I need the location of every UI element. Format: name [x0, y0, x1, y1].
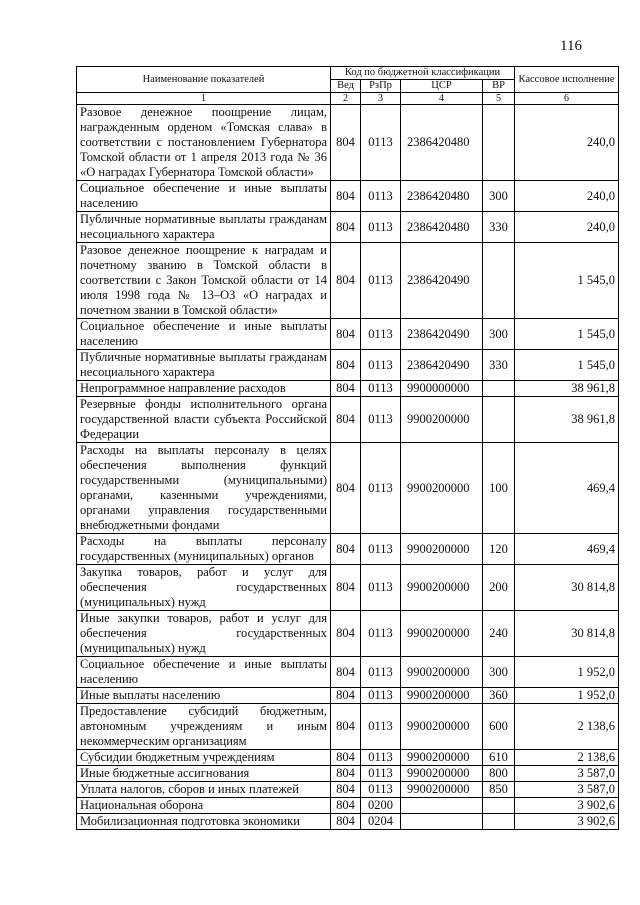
row-vr: 610 — [483, 750, 515, 766]
header-amount: Кассовое исполнение — [515, 67, 619, 93]
row-rzpr: 0113 — [361, 212, 401, 243]
column-number: 3 — [361, 93, 401, 105]
row-rzpr: 0113 — [361, 704, 401, 750]
row-csr: 9900000000 — [401, 381, 483, 397]
row-name: Расходы на выплаты персоналу в целях обеспечения выполнения функций государственными (муниципальными) органами, казенными учреждениями, органами управления государственными внебюджетными фондами — [77, 443, 331, 534]
row-ved: 804 — [331, 565, 361, 611]
row-ved: 804 — [331, 105, 361, 181]
header-vr: ВР — [483, 80, 515, 93]
row-amount: 3 587,0 — [515, 782, 619, 798]
row-ved: 804 — [331, 657, 361, 688]
table-row — [77, 381, 619, 397]
header-rzpr: РзПр — [361, 80, 401, 93]
row-ved: 804 — [331, 611, 361, 657]
row-name: Социальное обеспечение и иные выплаты населению — [77, 181, 331, 212]
row-name: Социальное обеспечение и иные выплаты населению — [77, 657, 331, 688]
row-name: Иные закупки товаров, работ и услуг для обеспечения государственных (муниципальных) нужд — [77, 611, 331, 657]
row-amount: 38 961,8 — [515, 397, 619, 443]
row-amount: 1 545,0 — [515, 319, 619, 350]
row-name: Иные выплаты населению — [77, 688, 331, 704]
row-vr: 330 — [483, 212, 515, 243]
row-name: Публичные нормативные выплаты гражданам несоциального характера — [77, 350, 331, 381]
row-vr — [483, 381, 515, 397]
row-csr: 2386420480 — [401, 212, 483, 243]
row-csr: 9900200000 — [401, 534, 483, 565]
row-csr: 2386420490 — [401, 243, 483, 319]
table-row — [77, 814, 619, 830]
table-row — [77, 657, 619, 688]
column-number: 5 — [483, 93, 515, 105]
column-number: 6 — [515, 93, 619, 105]
row-amount: 3 902,6 — [515, 798, 619, 814]
table-row — [77, 798, 619, 814]
row-vr — [483, 397, 515, 443]
row-ved: 804 — [331, 766, 361, 782]
row-ved: 804 — [331, 704, 361, 750]
row-name: Непрограммное направление расходов — [77, 381, 331, 397]
table-row — [77, 212, 619, 243]
table-body — [77, 105, 619, 830]
row-rzpr: 0113 — [361, 534, 401, 565]
row-csr — [401, 798, 483, 814]
row-rzpr: 0113 — [361, 319, 401, 350]
row-csr: 9900200000 — [401, 657, 483, 688]
row-vr: 120 — [483, 534, 515, 565]
row-csr: 2386420480 — [401, 181, 483, 212]
row-rzpr: 0113 — [361, 443, 401, 534]
row-vr — [483, 243, 515, 319]
row-name: Уплата налогов, сборов и иных платежей — [77, 782, 331, 798]
row-vr: 330 — [483, 350, 515, 381]
row-csr: 9900200000 — [401, 750, 483, 766]
row-name: Публичные нормативные выплаты гражданам несоциального характера — [77, 212, 331, 243]
column-number: 1 — [77, 93, 331, 105]
row-name: Мобилизационная подготовка экономики — [77, 814, 331, 830]
row-vr — [483, 814, 515, 830]
row-csr: 9900200000 — [401, 704, 483, 750]
row-amount: 240,0 — [515, 105, 619, 181]
row-rzpr: 0113 — [361, 611, 401, 657]
table-row — [77, 350, 619, 381]
row-rzpr: 0113 — [361, 657, 401, 688]
row-name: Субсидии бюджетным учреждениям — [77, 750, 331, 766]
row-vr: 300 — [483, 181, 515, 212]
row-ved: 804 — [331, 397, 361, 443]
row-amount: 469,4 — [515, 534, 619, 565]
row-amount: 2 138,6 — [515, 750, 619, 766]
row-name: Социальное обеспечение и иные выплаты населению — [77, 319, 331, 350]
column-numbers-row — [77, 93, 619, 105]
row-amount: 1 952,0 — [515, 688, 619, 704]
row-rzpr: 0113 — [361, 782, 401, 798]
table-header — [77, 67, 619, 105]
row-ved: 804 — [331, 814, 361, 830]
row-vr: 600 — [483, 704, 515, 750]
row-rzpr: 0204 — [361, 814, 401, 830]
row-ved: 804 — [331, 319, 361, 350]
table-row — [77, 105, 619, 181]
column-number: 2 — [331, 93, 361, 105]
row-csr — [401, 814, 483, 830]
row-amount: 30 814,8 — [515, 611, 619, 657]
budget-table — [76, 66, 619, 830]
row-vr: 200 — [483, 565, 515, 611]
header-csr: ЦСР — [401, 80, 483, 93]
table-row — [77, 534, 619, 565]
row-csr: 9900200000 — [401, 782, 483, 798]
page-number: 116 — [560, 38, 582, 54]
row-name: Национальная оборона — [77, 798, 331, 814]
row-rzpr: 0113 — [361, 688, 401, 704]
row-name: Расходы на выплаты персоналу государственных (муниципальных) органов — [77, 534, 331, 565]
table-row — [77, 766, 619, 782]
row-ved: 804 — [331, 443, 361, 534]
row-rzpr: 0113 — [361, 350, 401, 381]
row-amount: 1 545,0 — [515, 243, 619, 319]
row-ved: 804 — [331, 782, 361, 798]
table-row — [77, 565, 619, 611]
row-ved: 804 — [331, 181, 361, 212]
row-csr: 9900200000 — [401, 611, 483, 657]
row-vr: 300 — [483, 319, 515, 350]
row-csr: 9900200000 — [401, 766, 483, 782]
row-csr: 9900200000 — [401, 443, 483, 534]
row-ved: 804 — [331, 688, 361, 704]
table-row — [77, 688, 619, 704]
row-vr: 360 — [483, 688, 515, 704]
table-row — [77, 782, 619, 798]
column-number: 4 — [401, 93, 483, 105]
row-csr: 9900200000 — [401, 565, 483, 611]
header-ved: Вед — [331, 80, 361, 93]
table-row — [77, 443, 619, 534]
row-ved: 804 — [331, 212, 361, 243]
row-csr: 9900200000 — [401, 397, 483, 443]
table-row — [77, 181, 619, 212]
table-row — [77, 750, 619, 766]
row-rzpr: 0113 — [361, 105, 401, 181]
row-name: Предоставление субсидий бюджетным, автономным учреждениям и иным некоммерческим организациям — [77, 704, 331, 750]
row-ved: 804 — [331, 243, 361, 319]
row-csr: 2386420480 — [401, 105, 483, 181]
header-budget-code: Код по бюджетной классификации — [331, 67, 515, 80]
row-ved: 804 — [331, 350, 361, 381]
row-vr: 300 — [483, 657, 515, 688]
row-rzpr: 0113 — [361, 565, 401, 611]
row-amount: 1 545,0 — [515, 350, 619, 381]
row-rzpr: 0113 — [361, 750, 401, 766]
row-ved: 804 — [331, 798, 361, 814]
row-rzpr: 0113 — [361, 181, 401, 212]
row-vr — [483, 105, 515, 181]
row-amount: 38 961,8 — [515, 381, 619, 397]
row-amount: 469,4 — [515, 443, 619, 534]
row-ved: 804 — [331, 381, 361, 397]
row-vr: 100 — [483, 443, 515, 534]
row-rzpr: 0113 — [361, 381, 401, 397]
row-ved: 804 — [331, 534, 361, 565]
row-name: Резервные фонды исполнительного органа государственной власти субъекта Российской Федерации — [77, 397, 331, 443]
row-amount: 240,0 — [515, 181, 619, 212]
row-ved: 804 — [331, 750, 361, 766]
row-vr: 850 — [483, 782, 515, 798]
row-amount: 3 902,6 — [515, 814, 619, 830]
table-row — [77, 704, 619, 750]
row-amount: 30 814,8 — [515, 565, 619, 611]
row-rzpr: 0113 — [361, 766, 401, 782]
header-name: Наименование показателей — [77, 67, 331, 93]
table-row — [77, 319, 619, 350]
table-row — [77, 611, 619, 657]
row-vr: 240 — [483, 611, 515, 657]
row-vr — [483, 798, 515, 814]
row-amount: 1 952,0 — [515, 657, 619, 688]
row-amount: 2 138,6 — [515, 704, 619, 750]
table-row — [77, 397, 619, 443]
row-name: Разовое денежное поощрение к наградам и почетному званию в Томской области в соответствии с Закон Томской области от 14 июля 1998 года № 13–ОЗ «О наградах и почетном звании в Томской области» — [77, 243, 331, 319]
row-name: Иные бюджетные ассигнования — [77, 766, 331, 782]
row-csr: 2386420490 — [401, 350, 483, 381]
row-csr: 2386420490 — [401, 319, 483, 350]
row-rzpr: 0200 — [361, 798, 401, 814]
row-rzpr: 0113 — [361, 397, 401, 443]
row-name: Разовое денежное поощрение лицам, награжденным орденом «Томская слава» в соответствии с постановлением Губернатора Томской области от 1 апреля 2013 года № 36 «О наградах Губернатора Томской области» — [77, 105, 331, 181]
row-vr: 800 — [483, 766, 515, 782]
row-amount: 240,0 — [515, 212, 619, 243]
row-csr: 9900200000 — [401, 688, 483, 704]
row-rzpr: 0113 — [361, 243, 401, 319]
row-name: Закупка товаров, работ и услуг для обеспечения государственных (муниципальных) нужд — [77, 565, 331, 611]
table-row — [77, 243, 619, 319]
row-amount: 3 587,0 — [515, 766, 619, 782]
